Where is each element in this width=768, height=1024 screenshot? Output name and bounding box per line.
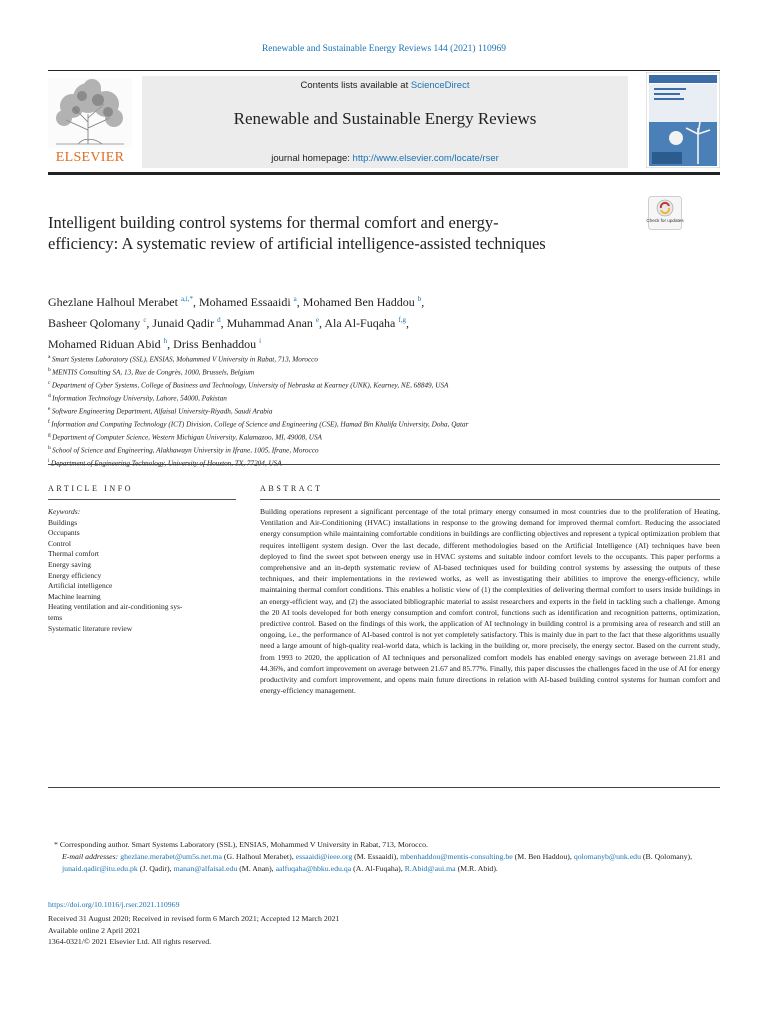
article-info-rule	[48, 499, 236, 500]
affiliation-text: School of Science and Engineering, Alakhawayn University in Ifrane, 1005, Ifrane, Morocco	[52, 446, 319, 455]
email-link[interactable]: essaaidi@ieee.org	[295, 851, 353, 861]
journal-citation[interactable]: Renewable and Sustainable Energy Reviews 144 (2021) 110969	[261, 44, 507, 54]
keyword-item: tems	[48, 612, 63, 622]
publication-dates	[48, 913, 648, 948]
keyword-item: Artificial intelligence	[48, 581, 113, 591]
check-for-updates-label[interactable]: Check for updates	[646, 218, 684, 223]
author-name[interactable]: Driss Benhaddou	[173, 337, 260, 351]
keyword-item: Heating ventilation and air-conditioning sys-	[48, 602, 183, 612]
affiliation-marker: f	[48, 418, 52, 425]
keyword-item: Thermal comfort	[48, 549, 100, 559]
affiliation-item	[48, 391, 708, 404]
author-separator: ,	[296, 295, 303, 309]
email-owner: (A. Al-Fuqaha),	[351, 863, 405, 873]
email-owner: (G. Halhoul Merabet),	[221, 851, 296, 861]
article-info-heading: ARTICLE INFO	[48, 484, 134, 493]
author-name[interactable]: Junaid Qadir	[152, 316, 218, 330]
affiliation-text: Information Technology University, Lahore, 54000, Pakistan	[52, 394, 227, 403]
sciencedirect-link[interactable]: ScienceDirect	[410, 80, 470, 91]
affiliation-text: Department of Computer Science, Western Michigan University, Kalamazoo, MI, 49008, USA	[52, 433, 322, 442]
email-link[interactable]: R.Abid@aui.ma	[404, 863, 456, 873]
footnotes	[48, 839, 720, 874]
keyword-item: Energy saving	[48, 559, 91, 569]
date-line: Received 31 August 2020; Received in revised form 6 March 2021; Accepted 12 March 2021	[48, 914, 340, 923]
affiliation-marker: g	[48, 431, 53, 438]
elsevier-wordmark: ELSEVIER	[55, 150, 125, 165]
abstract-text: Building operations represent a significant percentage of the total primary energy consumed in most countries due to the proliferation of Heating, Ventilation and Air-Conditioning (HVAC) installations in response to the growing demand for improved thermal comfort. Reducing the associated energy consumption while maintaining comfortable conditions in buildings are conflicting objectives and represent a typical optimization problem that requires intelligent system design. Over the last decade, different methodologies based on the Artificial Intelligence (AI) techniques have been deployed to find the sweet spot between energy use in HVAC systems and suitable indoor comfort levels to the occupants. This paper performs a comprehensive and an in-depth systematic review of AI-based techniques used for building control systems by assessing the outputs of these techniques, and their implementations in the reviewed works, as well as investigating their abilities to improve the energy-efficiency, while maintaining thermal comfort conditions. This enables a holistic view of (1) the complexities of delivering thermal comfort to users inside buildings in an energy-efficient way, and (2) the associated bibliographic material to assist researchers and experts in the field in tackling such a challenge. Among the 20 AI tools developed for both energy consumption and comfort control, functions such as identification and recognition patterns, optimization, predictive control. Based on the findings of this work, the application of AI technology in building control is a promising area of research and still an ongoing, i.e., the performance of AI-based control is not yet completely satisfactory. This is mainly due in part to the fact that these algorithms usually need a large amount of high-quality real-world data, which is lacking in the building or, more precisely, the energy sector. Based on the current study, from 1993 to 2020, the application of AI techniques and personalized comfort models has enabled energy savings on average between 21.81 and 44.36%, and comfort improvement on average between 21.67 and 85.77%. Finally, this paper discusses the challenges faced in the use of AI for energy productivity and comfort improvement, and opens main future directions in relation with AI-based building control systems for human comfort and energy-efficiency management.	[260, 507, 720, 696]
author-name[interactable]: Mohamed Ben Haddou	[302, 295, 418, 309]
affiliation-text: Software Engineering Department, Alfaisal University-Riyadh, Saudi Arabia	[51, 407, 273, 416]
email-owner: (M. Ben Haddou),	[512, 851, 574, 861]
email-owner: (M. Anan),	[237, 863, 276, 873]
email-addresses	[48, 851, 720, 875]
top-rule	[48, 70, 720, 71]
homepage-label: journal homepage:	[271, 153, 353, 164]
author-affiliation-marker[interactable]: i	[259, 337, 262, 345]
affiliation-item	[48, 456, 708, 469]
author-name[interactable]: Ghezlane Halhoul Merabet	[48, 295, 181, 309]
journal-title: Renewable and Sustainable Energy Reviews	[233, 109, 537, 128]
author-name[interactable]: Mohamed Essaaidi	[199, 295, 294, 309]
email-owner: (M.R. Abid).	[455, 863, 498, 873]
keyword-item: Machine learning	[48, 591, 101, 601]
author-affiliation-marker[interactable]: a,i,*	[180, 295, 194, 303]
affiliation-marker: h	[48, 444, 53, 451]
affiliation-marker: d	[48, 392, 53, 399]
affiliation-item	[48, 417, 708, 430]
author-affiliation-marker[interactable]: c	[143, 316, 147, 324]
author-separator: ,	[421, 295, 425, 309]
author-separator: ,	[193, 295, 200, 309]
paper-title: Intelligent building control systems for thermal comfort and energy-efficiency: A systematic review of artificial intelligence-assisted techniques	[48, 213, 546, 253]
abstract-heading: ABSTRACT	[260, 484, 323, 493]
email-label: E-mail addresses:	[62, 851, 121, 861]
affiliation-marker: a	[48, 354, 52, 360]
email-owner: (M. Essaaidi),	[352, 851, 401, 861]
email-owner: (B. Qolomany),	[640, 851, 693, 861]
author-separator: ,	[146, 316, 153, 330]
email-link[interactable]: junaid.qadir@itu.edu.pk	[62, 863, 138, 873]
author-separator: ,	[220, 316, 227, 330]
author-separator: ,	[167, 337, 174, 351]
affiliation-item	[48, 352, 708, 365]
keyword-item: Energy efficiency	[48, 570, 102, 580]
author-affiliation-marker[interactable]: b	[417, 295, 422, 303]
author-separator: ,	[319, 316, 325, 330]
email-link[interactable]: ghezlane.merabet@um5s.net.ma	[120, 851, 222, 861]
doi-link[interactable]: https://doi.org/10.1016/j.rser.2021.110969	[48, 900, 180, 909]
email-owner: (J. Qadir),	[137, 863, 174, 873]
affiliation-marker: b	[48, 366, 53, 373]
author-separator: ,	[405, 316, 409, 330]
keyword-item: Control	[48, 538, 71, 548]
header-thick-rule	[48, 172, 720, 175]
corresponding-author-note: * Corresponding author. Smart Systems Laboratory (SSL), ENSIAS, Mohammed V University in Rabat, 713, Morocco.	[54, 840, 428, 849]
keyword-item: Buildings	[48, 517, 78, 527]
author-name[interactable]: Ala Al-Fuqaha	[324, 316, 399, 330]
affiliation-item	[48, 404, 708, 417]
journal-cover-image[interactable]	[646, 72, 720, 168]
affiliation-text: Department of Cyber Systems, College of Business and Technology, University of Nebraska at Kearney (UNK), Kearney, NE, 68849, USA	[51, 381, 449, 390]
author-affiliation-marker[interactable]: d	[217, 316, 221, 324]
check-for-updates-icon[interactable]	[648, 196, 682, 230]
keywords-block	[48, 507, 238, 634]
homepage-link[interactable]: http://www.elsevier.com/locate/rser	[352, 153, 499, 164]
section-divider	[48, 464, 720, 465]
author-affiliation-marker[interactable]: h	[163, 337, 168, 345]
email-link[interactable]: manan@alfaisal.edu	[173, 863, 238, 873]
abstract-rule	[260, 499, 720, 500]
author-affiliation-marker[interactable]: e	[315, 316, 320, 324]
affiliation-marker: e	[48, 405, 52, 412]
keywords-list	[48, 518, 238, 635]
contents-line	[142, 80, 628, 91]
author-affiliation-marker[interactable]: a	[293, 295, 297, 303]
keyword-item: Systematic literature review	[48, 623, 133, 633]
affiliation-text: MENTIS Consulting SA, 13, Rue de Congrès, 1000, Brussels, Belgium	[52, 368, 255, 377]
affiliation-item	[48, 430, 708, 443]
email-link[interactable]: mbenhaddou@mentis-consulting.be	[400, 851, 513, 861]
affiliation-marker: i	[48, 457, 51, 464]
keyword-item: Occupants	[48, 528, 80, 538]
abstract-end-rule	[48, 787, 720, 788]
keywords-label: Keywords:	[48, 507, 81, 516]
affiliation-text: Smart Systems Laboratory (SSL), ENSIAS, Mohammed V University in Rabat, 713, Morocco	[51, 355, 318, 364]
affiliation-item	[48, 443, 708, 456]
author-name[interactable]: Muhammad Anan	[226, 316, 316, 330]
affiliation-text: Information and Computing Technology (ICT) Division, College of Science and Engineering (CSE), Hamad Bin Khalifa University, Doha, Qatar	[51, 420, 469, 429]
date-line: 1364-0321/© 2021 Elsevier Ltd. All rights reserved.	[48, 937, 212, 947]
contents-prefix: Contents lists available at	[300, 80, 411, 91]
author-name[interactable]: Mohamed Riduan Abid	[48, 337, 164, 351]
affiliation-item	[48, 365, 708, 378]
affiliation-item	[48, 378, 708, 391]
author-name[interactable]: Basheer Qolomany	[48, 316, 144, 330]
affiliations-list	[48, 352, 708, 469]
date-line: Available online 2 April 2021	[48, 925, 141, 935]
affiliation-marker: c	[48, 379, 52, 386]
email-link[interactable]: qolomanyb@unk.edu	[573, 851, 641, 861]
journal-homepage	[142, 153, 628, 164]
email-link[interactable]: aalfuqaha@hbku.edu.qa	[275, 863, 352, 873]
author-affiliation-marker[interactable]: f,g	[398, 316, 406, 324]
author-list	[48, 290, 608, 353]
